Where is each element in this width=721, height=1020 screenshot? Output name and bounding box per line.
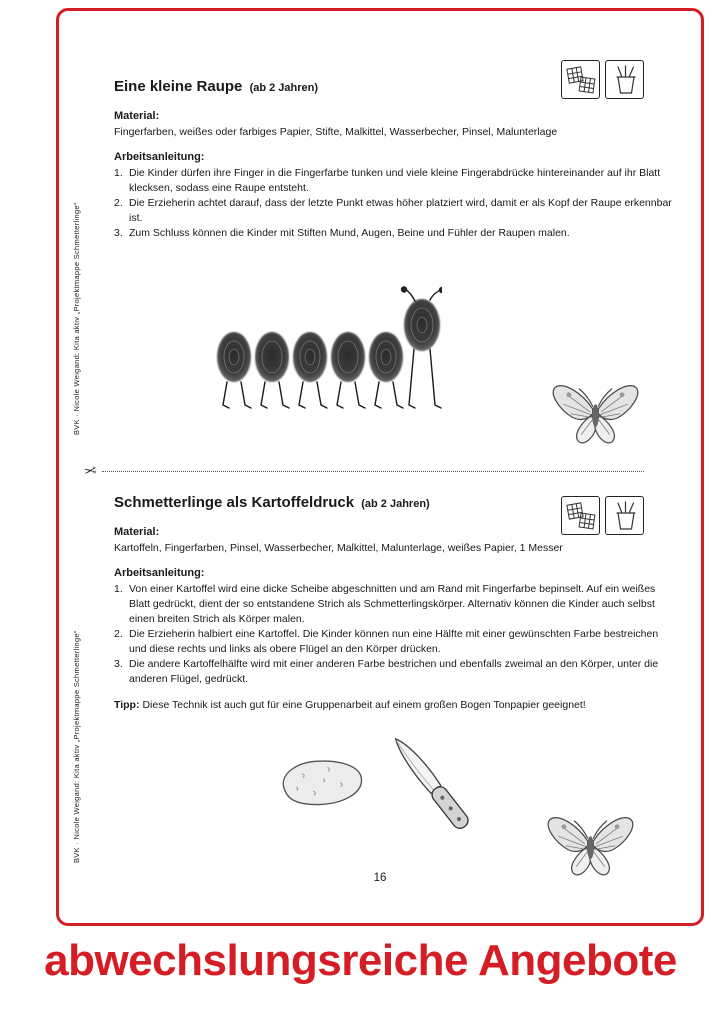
tip-text: Diese Technik ist auch gut für eine Gruppenarbeit auf einem großen Bogen Tonpapier geeignet! [142, 699, 586, 711]
step-text: Die Erzieherin achtet darauf, dass der letzte Punkt etwas höher platziert wird, damit er als Kopf der Raupe erkennbar ist. [129, 197, 672, 224]
step-text: Zum Schluss können die Kinder mit Stiften Mund, Augen, Beine und Fühler der Raupen malen. [129, 227, 570, 239]
step-number: 1. [114, 583, 123, 595]
caterpillar-fingerprint-illustration [212, 285, 442, 415]
instruction-step [114, 226, 676, 241]
potato-illustration [273, 748, 371, 815]
instruction-step [114, 627, 676, 657]
tip-label: Tipp: [114, 699, 140, 711]
page-number: 16 [373, 872, 387, 884]
step-number: 3. [114, 227, 123, 239]
pens-cup-icon [608, 63, 642, 97]
material-label: Material: [114, 110, 160, 122]
step-text: Die Kinder dürfen ihre Finger in die Fingerfarbe tunken und viele kleine Fingerabdrücke hintereinander auf ihr Blatt klecksen, sodass eine Raupe entsteht. [129, 167, 661, 194]
sidebar-credit: BVK · Nicole Weigand: Kita aktiv „Projektmappe Schmetterlinge“ [72, 202, 81, 436]
section-title-text: Schmetterlinge als Kartoffeldruck [114, 494, 355, 511]
step-text: Die Erzieherin halbiert eine Kartoffel. Die Kinder können nun eine Hälfte mit einer gewünschten Farbe bestreichen und diese rechts und links als obere Flügel an den Körper drücken. [129, 628, 659, 655]
butterfly-illustration [543, 798, 638, 882]
bottom-caption: abwechslungsreiche Angebote [44, 936, 677, 985]
instructions-label: Arbeitsanleitung: [114, 151, 205, 163]
activity-section-raupe [114, 78, 676, 241]
pens-cup-icon-box [605, 60, 644, 99]
section-title-text: Eine kleine Raupe [114, 78, 243, 95]
step-number: 2. [114, 628, 123, 640]
cut-line-divider [84, 462, 644, 480]
pens-cup-icon [608, 499, 642, 533]
material-list: Kartoffeln, Fingerfarben, Pinsel, Wasserbecher, Malkittel, Malunterlage, weißes Papier, 1 Messer [114, 542, 563, 554]
step-text: Die andere Kartoffelhälfte wird mit einer anderen Farbe bestrichen und ebenfalls zweimal an den Körper, unter die anderen Flügel, gedrückt. [129, 658, 659, 685]
butterfly-illustration [548, 366, 643, 450]
section-category-icons [561, 496, 644, 535]
instruction-step [114, 657, 676, 687]
sidebar-credit: BVK · Nicole Weigand: Kita aktiv „Projektmappe Schmetterlinge“ [72, 630, 81, 864]
age-hint: (ab 2 Jahren) [249, 82, 319, 94]
scissors-icon: ✂ [82, 461, 98, 481]
instructions-label: Arbeitsanleitung: [114, 567, 205, 579]
instructions-list [114, 166, 676, 241]
instruction-step [114, 582, 676, 627]
step-number: 3. [114, 658, 123, 670]
instructions-list [114, 582, 676, 687]
tip-line [114, 698, 676, 713]
stamp-prints-icon [564, 499, 598, 533]
instruction-step [114, 196, 676, 226]
pens-cup-icon-box [605, 496, 644, 535]
instruction-step [114, 166, 676, 196]
stamp-prints-icon-box [561, 60, 600, 99]
material-label: Material: [114, 526, 160, 538]
material-list: Fingerfarben, weißes oder farbiges Papier, Stifte, Malkittel, Wasserbecher, Pinsel, Malunterlage [114, 126, 558, 138]
step-number: 1. [114, 167, 123, 179]
step-text: Von einer Kartoffel wird eine dicke Scheibe abgeschnitten und am Rand mit Fingerfarbe bepinselt. Auf ein weißes Blatt gedrückt, dient der so entstandene Strich als Schmetterlingskörper. Alternativ können die Kinder auch selbst einen breiten Strich als Körper malen. [129, 583, 656, 625]
section-category-icons [561, 60, 644, 99]
step-number: 2. [114, 197, 123, 209]
dotted-cut-line [102, 471, 644, 472]
stamp-prints-icon [564, 63, 598, 97]
knife-illustration [365, 723, 490, 848]
stamp-prints-icon-box [561, 496, 600, 535]
age-hint: (ab 2 Jahren) [361, 498, 430, 510]
